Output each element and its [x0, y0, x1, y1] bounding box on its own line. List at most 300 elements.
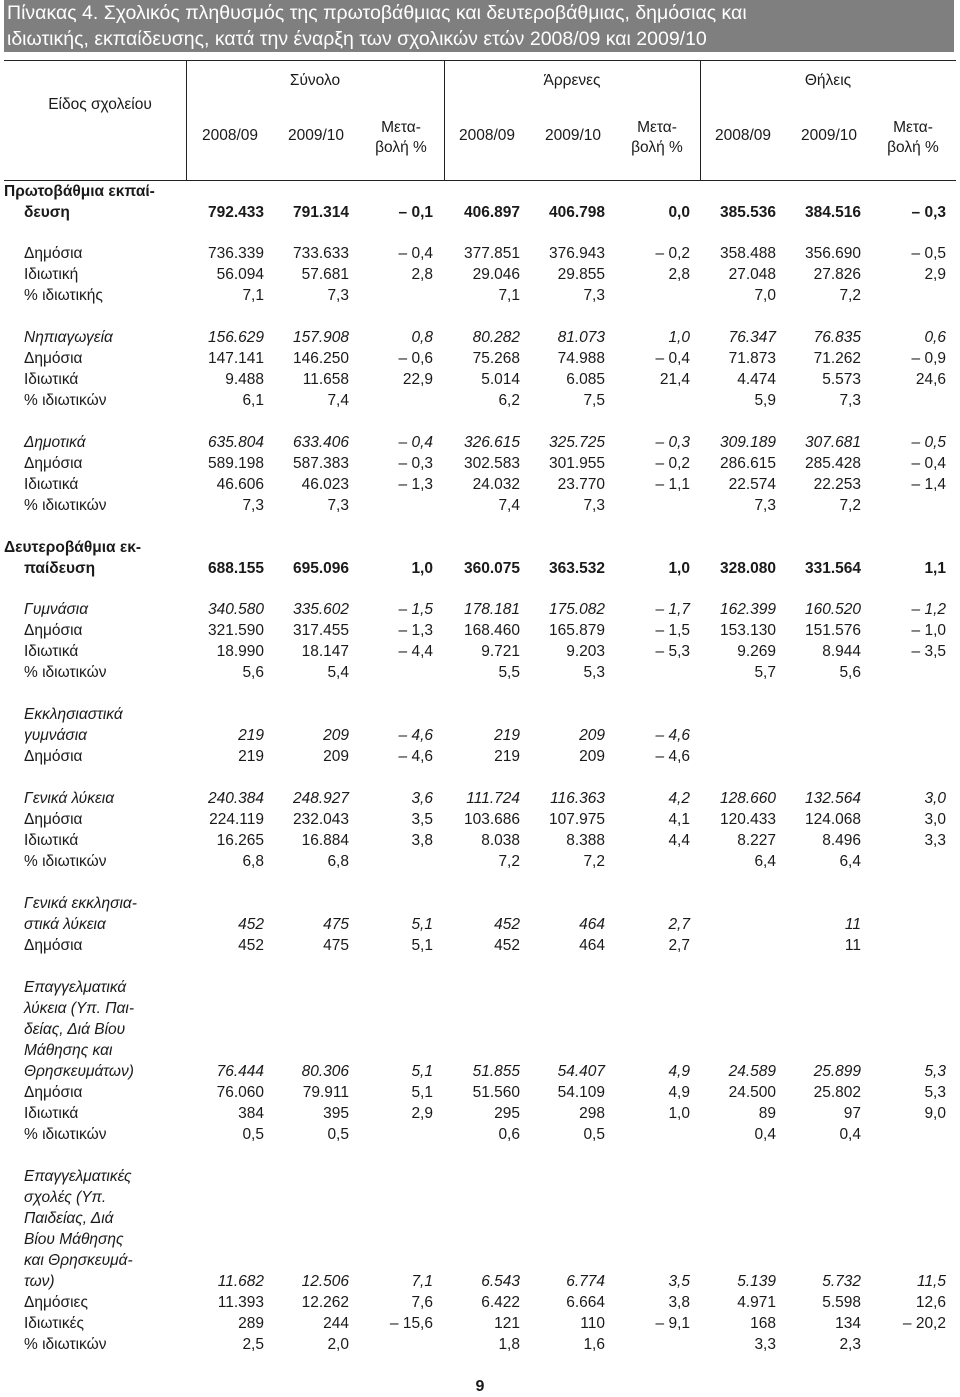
table-cell: – 1,3: [398, 476, 433, 493]
header-school-type: Είδος σχολείου: [48, 96, 152, 113]
table-cell: 791.314: [292, 204, 349, 221]
table-cell: 2,8: [411, 266, 433, 283]
table-cell: – 15,6: [389, 1315, 433, 1332]
table-cell: 1,0: [668, 329, 690, 346]
table-cell: 8.496: [822, 832, 861, 849]
row-label: % ιδιωτικών: [24, 853, 107, 870]
table-cell: – 4,6: [398, 748, 433, 765]
table-cell: 8.944: [822, 643, 861, 660]
table-cell: 5,6: [839, 664, 861, 681]
table-cell: 147.141: [207, 350, 264, 367]
table-cell: 12.262: [301, 1294, 349, 1311]
row-label: % ιδιωτικών: [24, 664, 107, 681]
table-cell: 733.633: [292, 245, 349, 262]
header-total-change: Μετα-βολή %: [375, 119, 427, 156]
table-cell: – 20,2: [902, 1315, 946, 1332]
header-female-change: Μετα-βολή %: [887, 119, 939, 156]
table-cell: 6.774: [566, 1273, 605, 1290]
row-label: % ιδιωτικών: [24, 1126, 107, 1143]
table-cell: 7,6: [411, 1294, 433, 1311]
table-cell: 384.516: [804, 204, 861, 221]
row-label: Ιδιωτικές: [24, 1315, 84, 1332]
table-cell: 12.506: [301, 1273, 349, 1290]
table-cell: 406.798: [548, 204, 605, 221]
table-cell: 219: [494, 727, 520, 744]
table-cell: 107.975: [548, 811, 605, 828]
table-cell: 5,3: [924, 1084, 946, 1101]
row-label: Νηπιαγωγεία: [24, 329, 113, 346]
table-cell: 9.269: [737, 643, 776, 660]
table-cell: 8.038: [481, 832, 520, 849]
table-cell: – 4,6: [655, 748, 690, 765]
table-cell: 153.130: [719, 622, 776, 639]
table-cell: 0,6: [924, 329, 946, 346]
table-cell: 7,3: [327, 497, 349, 514]
table-cell: 5,4: [327, 664, 349, 681]
table-cell: 7,1: [242, 287, 264, 304]
table-cell: 18.147: [301, 643, 349, 660]
table-cell: 1,0: [411, 560, 433, 577]
header-top-rule: [4, 60, 956, 61]
table-cell: 6.085: [566, 371, 605, 388]
table-cell: 81.073: [557, 329, 605, 346]
table-cell: 168: [750, 1315, 776, 1332]
table-cell: – 1,3: [398, 622, 433, 639]
table-cell: 21,4: [659, 371, 690, 388]
table-cell: 317.455: [292, 622, 349, 639]
title-line-2: ιδιωτικής, εκπαίδευσης, κατά την έναρξη των σχολικών ετών 2008/09 και 2009/10: [7, 28, 707, 50]
table-cell: 232.043: [292, 811, 349, 828]
table-cell: 134: [835, 1315, 861, 1332]
table-cell: 0,6: [498, 1126, 520, 1143]
table-cell: 384: [238, 1105, 264, 1122]
table-cell: – 0,4: [398, 245, 433, 262]
table-cell: 124.068: [804, 811, 861, 828]
table-cell: 9.203: [566, 643, 605, 660]
table-cell: 244: [323, 1315, 349, 1332]
row-label: Ιδιωτικά: [24, 643, 79, 660]
table-cell: 240.384: [207, 790, 264, 807]
table-cell: 7,3: [327, 287, 349, 304]
table-cell: 25.802: [813, 1084, 861, 1101]
table-cell: – 1,1: [655, 476, 690, 493]
table-cell: 27.826: [813, 266, 861, 283]
row-label: δείας, Διά Βίου: [24, 1021, 126, 1038]
table-cell: 11.682: [217, 1273, 264, 1290]
table-cell: 11: [844, 916, 861, 933]
header-female-2009: 2009/10: [800, 127, 858, 144]
table-cell: 2,5: [242, 1336, 264, 1353]
table-cell: 633.406: [292, 434, 349, 451]
table-cell: 376.943: [548, 245, 605, 262]
table-cell: 24.032: [472, 476, 520, 493]
table-cell: 89: [758, 1105, 776, 1122]
row-label: % ιδιωτικών: [24, 392, 107, 409]
table-cell: 8.227: [737, 832, 776, 849]
row-label: Ιδιωτικά: [24, 832, 79, 849]
table-cell: 452: [238, 916, 264, 933]
table-cell: – 0,2: [655, 455, 690, 472]
row-label: σχολές (Υπ.: [24, 1189, 107, 1206]
table-cell: – 1,2: [911, 601, 946, 618]
table-cell: 6,1: [242, 392, 264, 409]
table-cell: 1,6: [583, 1336, 605, 1353]
table-cell: 285.428: [804, 455, 861, 472]
table-cell: 4,1: [668, 811, 690, 828]
table-cell: 452: [494, 916, 520, 933]
table-cell: – 0,2: [655, 245, 690, 262]
table-cell: 76.060: [216, 1084, 264, 1101]
table-cell: 24.589: [728, 1063, 776, 1080]
table-cell: 635.804: [207, 434, 264, 451]
table-cell: 406.897: [463, 204, 520, 221]
row-label: % ιδιωτικής: [24, 287, 103, 304]
table-cell: 209: [323, 727, 349, 744]
table-cell: – 1,4: [911, 476, 946, 493]
row-label: Δημόσια: [24, 350, 83, 367]
table-cell: 0,5: [327, 1126, 349, 1143]
table-cell: – 0,9: [911, 350, 946, 367]
table-cell: 79.911: [302, 1084, 349, 1101]
row-label: Δημόσια: [24, 1084, 83, 1101]
table-cell: 219: [238, 727, 264, 744]
table-cell: 2,7: [668, 916, 690, 933]
table-cell: 5,9: [754, 392, 776, 409]
table-cell: 360.075: [463, 560, 520, 577]
table-cell: 4,9: [668, 1063, 690, 1080]
header-male-change: Μετα-βολή %: [631, 119, 683, 156]
table-cell: 16.265: [216, 832, 264, 849]
table-cell: 464: [579, 916, 605, 933]
table-cell: – 0,3: [398, 455, 433, 472]
table-cell: 452: [494, 937, 520, 954]
row-label: Γενικά λύκεια: [24, 790, 115, 807]
table-cell: 0,8: [411, 329, 433, 346]
table-cell: 6.543: [481, 1273, 520, 1290]
table-cell: 3,3: [754, 1336, 776, 1353]
table-cell: 6,8: [327, 853, 349, 870]
row-label: Δημόσια: [24, 622, 83, 639]
table-cell: 224.119: [209, 811, 264, 828]
table-cell: 6.422: [481, 1294, 520, 1311]
table-cell: 110: [580, 1315, 605, 1332]
title-line-1: Πίνακας 4. Σχολικός πληθυσμός της πρωτοβάθμιας και δευτεροβάθμιας, δημόσιας και: [7, 2, 747, 24]
table-cell: 46.606: [216, 476, 264, 493]
table-cell: 2,3: [839, 1336, 861, 1353]
table-cell: 209: [579, 727, 605, 744]
row-label: δευση: [24, 204, 70, 221]
table-cell: 22.574: [728, 476, 776, 493]
table-cell: 219: [238, 748, 264, 765]
table-cell: 4.971: [737, 1294, 776, 1311]
table-cell: 301.955: [548, 455, 605, 472]
table-cell: – 0,6: [398, 350, 433, 367]
table-cell: 248.927: [292, 790, 349, 807]
table-cell: 76.347: [728, 329, 776, 346]
header-male-2008: 2008/09: [458, 127, 516, 144]
table-cell: 307.681: [804, 434, 861, 451]
table-cell: 103.686: [463, 811, 520, 828]
table-cell: 80.282: [472, 329, 520, 346]
table-cell: 325.725: [548, 434, 605, 451]
row-label: % ιδιωτικών: [24, 497, 107, 514]
table-cell: 162.399: [719, 601, 776, 618]
row-label: Πρωτοβάθμια εκπαί-: [4, 183, 155, 200]
table-cell: – 1,0: [911, 622, 946, 639]
table-cell: – 0,1: [398, 204, 433, 221]
row-label: Δημόσια: [24, 245, 83, 262]
table-cell: 321.590: [207, 622, 264, 639]
row-label: Δημοτικά: [24, 434, 86, 451]
table-cell: 71.873: [728, 350, 776, 367]
table-cell: 3,5: [411, 811, 433, 828]
table-cell: – 1,5: [655, 622, 690, 639]
table-cell: 178.181: [463, 601, 520, 618]
header-total-2009: 2009/10: [287, 127, 345, 144]
table-cell: 7,2: [498, 853, 520, 870]
row-label: Επαγγελματικά: [24, 979, 127, 996]
table-cell: 1,1: [924, 560, 946, 577]
table-cell: 11.393: [217, 1294, 264, 1311]
row-label: Ιδιωτική: [24, 266, 79, 283]
table-cell: 7,3: [583, 287, 605, 304]
row-label: των): [24, 1273, 55, 1290]
table-cell: 9,0: [924, 1105, 946, 1122]
table-cell: 3,0: [924, 811, 946, 828]
table-cell: 80.306: [301, 1063, 349, 1080]
table-cell: 363.532: [548, 560, 605, 577]
table-cell: 589.198: [207, 455, 264, 472]
row-label: λύκεια (Υπ. Παι-: [24, 1000, 134, 1017]
row-label: Ιδιωτικά: [24, 1105, 79, 1122]
table-cell: 209: [579, 748, 605, 765]
row-label: Δημόσια: [24, 748, 83, 765]
table-cell: 22,9: [402, 371, 433, 388]
table-cell: 5,1: [411, 1063, 433, 1080]
table-cell: 46.023: [301, 476, 349, 493]
table-cell: 4,2: [668, 790, 690, 807]
table-cell: 5.732: [822, 1273, 861, 1290]
table-cell: 132.564: [804, 790, 861, 807]
table-cell: 76.444: [216, 1063, 264, 1080]
table-cell: 5,1: [411, 1084, 433, 1101]
table-cell: 2,0: [327, 1336, 349, 1353]
table-cell: 27.048: [728, 266, 776, 283]
table-cell: 0,4: [839, 1126, 861, 1143]
table-cell: 7,2: [583, 853, 605, 870]
table-cell: 736.339: [207, 245, 264, 262]
table-cell: 51.855: [472, 1063, 520, 1080]
table-cell: 3,3: [924, 832, 946, 849]
table-cell: 377.851: [463, 245, 520, 262]
table-cell: 128.660: [719, 790, 776, 807]
table-cell: 11.658: [302, 371, 349, 388]
table-cell: 3,8: [411, 832, 433, 849]
table-cell: 464: [579, 937, 605, 954]
table-cell: 6.664: [566, 1294, 605, 1311]
table-cell: 7,4: [498, 497, 520, 514]
row-label: Δημόσια: [24, 455, 83, 472]
table-cell: 6,4: [839, 853, 861, 870]
table-cell: 76.835: [813, 329, 861, 346]
table-cell: 74.988: [557, 350, 605, 367]
table-cell: 326.615: [463, 434, 520, 451]
table-cell: 7,4: [327, 392, 349, 409]
row-label: % ιδιωτικών: [24, 1336, 107, 1353]
table-cell: 6,4: [754, 853, 776, 870]
table-cell: 2,9: [411, 1105, 433, 1122]
table-cell: 286.615: [719, 455, 776, 472]
table-cell: 1,0: [668, 560, 690, 577]
row-label: Δημόσιες: [24, 1294, 88, 1311]
table-cell: 6,2: [498, 392, 520, 409]
table-cell: 4,9: [668, 1084, 690, 1101]
table-cell: 9.721: [481, 643, 520, 660]
table-cell: 146.250: [292, 350, 349, 367]
table-cell: 120.433: [719, 811, 776, 828]
table-cell: 51.560: [472, 1084, 520, 1101]
table-cell: 11,5: [916, 1273, 946, 1290]
table-cell: 209: [323, 748, 349, 765]
row-label: Γυμνάσια: [24, 601, 89, 618]
row-label: Δημόσια: [24, 811, 83, 828]
table-cell: – 9,1: [655, 1315, 690, 1332]
table-cell: 792.433: [207, 204, 264, 221]
table-cell: – 0,5: [911, 434, 946, 451]
table-cell: 7,5: [583, 392, 605, 409]
table-cell: 5,5: [498, 664, 520, 681]
table-cell: – 0,3: [911, 204, 946, 221]
row-label: Ιδιωτικά: [24, 371, 79, 388]
table-cell: 22.253: [813, 476, 861, 493]
row-label: και Θρησκευμά-: [24, 1252, 133, 1269]
table-cell: 1,0: [668, 1105, 690, 1122]
table-cell: 7,2: [839, 287, 861, 304]
table-cell: 688.155: [207, 560, 264, 577]
table-cell: – 1,5: [398, 601, 433, 618]
table-cell: 5.573: [822, 371, 861, 388]
row-label: Δημόσια: [24, 937, 83, 954]
header-male-2009: 2009/10: [544, 127, 602, 144]
header-group-female: Θήλεις: [804, 72, 852, 89]
table-cell: 97: [843, 1105, 861, 1122]
table-cell: 295: [494, 1105, 520, 1122]
table-cell: 7,0: [754, 287, 776, 304]
table-cell: 3,8: [668, 1294, 690, 1311]
row-label: Βίου Μάθησης: [24, 1231, 124, 1248]
table-cell: – 0,4: [655, 350, 690, 367]
table-cell: 331.564: [804, 560, 861, 577]
table-cell: 302.583: [463, 455, 520, 472]
table-cell: 29.046: [472, 266, 520, 283]
table-cell: – 0,3: [655, 434, 690, 451]
table-cell: 56.094: [216, 266, 264, 283]
table-cell: 6,8: [242, 853, 264, 870]
header-total-2008: 2008/09: [201, 127, 259, 144]
table-cell: 0,4: [754, 1126, 776, 1143]
table-cell: 328.080: [719, 560, 776, 577]
table-cell: 54.407: [557, 1063, 605, 1080]
table-cell: 5.139: [737, 1273, 776, 1290]
table-cell: 7,1: [411, 1273, 433, 1290]
table-cell: – 3,5: [911, 643, 946, 660]
table-cell: 5,3: [924, 1063, 946, 1080]
table-cell: 3,0: [924, 790, 946, 807]
table-cell: 5,1: [411, 916, 433, 933]
table-cell: 1,8: [498, 1336, 520, 1353]
table-cell: 475: [323, 916, 349, 933]
table-cell: 111.724: [466, 790, 520, 807]
table-cell: 340.580: [207, 601, 264, 618]
table-cell: 7,3: [242, 497, 264, 514]
table-cell: 5,6: [242, 664, 264, 681]
page-number: 9: [475, 1378, 485, 1395]
table-cell: 5,1: [411, 937, 433, 954]
header-group-male: Άρρενες: [543, 72, 601, 89]
table-cell: 7,3: [839, 392, 861, 409]
table-cell: 9.488: [225, 371, 264, 388]
table-cell: 475: [323, 937, 349, 954]
table-cell: 24,6: [915, 371, 946, 388]
table-cell: 116.363: [550, 790, 605, 807]
table-cell: 2,8: [668, 266, 690, 283]
table-cell: 156.629: [207, 329, 264, 346]
table-cell: 335.602: [292, 601, 349, 618]
table-cell: 219: [494, 748, 520, 765]
table-cell: 7,2: [839, 497, 861, 514]
table-cell: 7,3: [754, 497, 776, 514]
table-cell: 11: [844, 937, 861, 954]
table-cell: – 0,5: [911, 245, 946, 262]
table-cell: – 0,4: [398, 434, 433, 451]
table-cell: 54.109: [557, 1084, 605, 1101]
table-cell: 2,9: [924, 266, 946, 283]
table-cell: – 4,6: [398, 727, 433, 744]
table-cell: 168.460: [463, 622, 520, 639]
table-cell: 395: [323, 1105, 349, 1122]
table-cell: 587.383: [292, 455, 349, 472]
table-cell: 3,5: [668, 1273, 690, 1290]
table-cell: 5.598: [822, 1294, 861, 1311]
row-label: Γενικά εκκλησια-: [24, 895, 137, 912]
row-label: Εκκλησιαστικά: [24, 706, 123, 723]
table-cell: 0,0: [668, 204, 690, 221]
table-cell: 24.500: [728, 1084, 776, 1101]
table-cell: 160.520: [804, 601, 861, 618]
table-cell: 3,6: [411, 790, 433, 807]
row-label: Θρησκευμάτων): [24, 1063, 134, 1080]
table-cell: 71.262: [813, 350, 861, 367]
row-label: παίδευση: [24, 560, 96, 577]
table-cell: 8.388: [566, 832, 605, 849]
table-cell: 0,5: [242, 1126, 264, 1143]
table-cell: 4.474: [737, 371, 776, 388]
table-title: [4, 0, 954, 52]
table-cell: 23.770: [557, 476, 605, 493]
table-cell: 121: [494, 1315, 520, 1332]
table-cell: 298: [579, 1105, 605, 1122]
table-cell: 5.014: [481, 371, 520, 388]
table-cell: – 1,7: [655, 601, 690, 618]
table-cell: 165.879: [548, 622, 605, 639]
header-group-total: Σύνολο: [289, 72, 341, 89]
table-cell: 18.990: [216, 643, 264, 660]
table-cell: 452: [238, 937, 264, 954]
table-cell: – 5,3: [655, 643, 690, 660]
table-cell: 5,3: [583, 664, 605, 681]
table-cell: 29.855: [557, 266, 605, 283]
table-cell: 358.488: [719, 245, 776, 262]
